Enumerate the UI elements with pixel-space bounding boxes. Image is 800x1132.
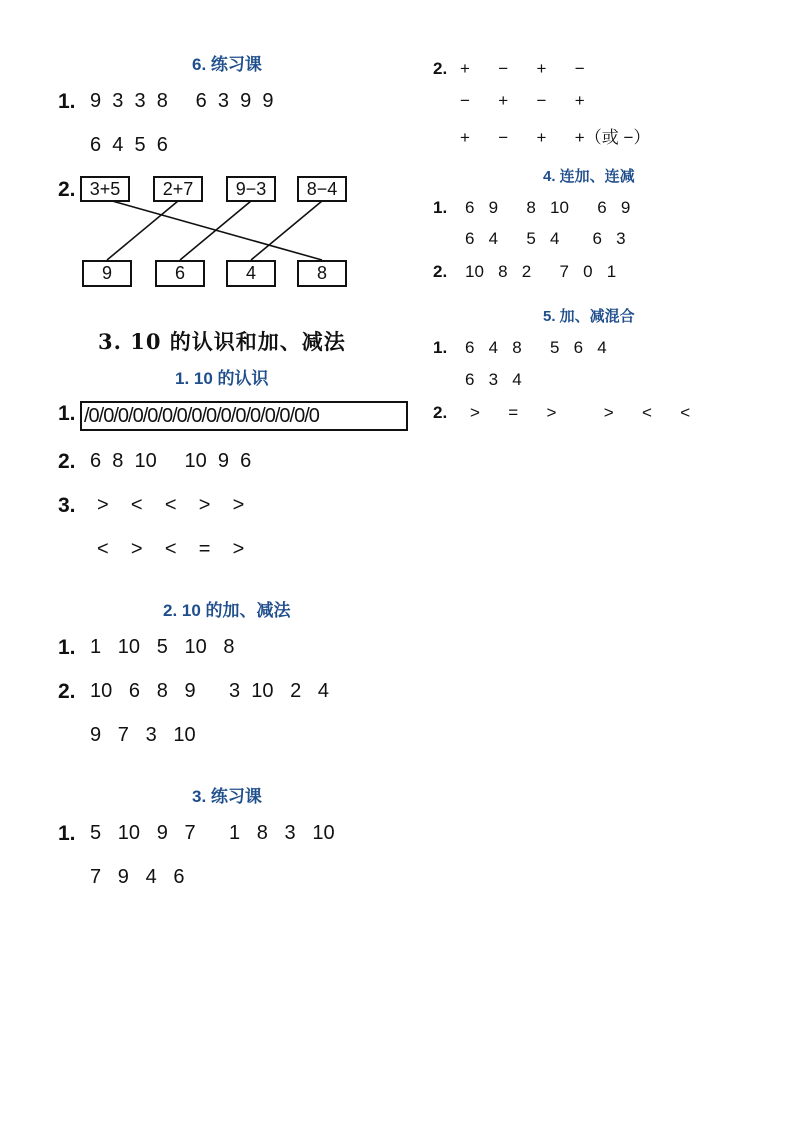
- match-line: [180, 201, 251, 260]
- section-title-consecutive: 4. 连加、连减: [543, 168, 635, 185]
- question-number: 2.: [58, 178, 76, 201]
- question-number: 1.: [58, 822, 76, 845]
- question-number: 1.: [433, 198, 448, 217]
- answer-row: + − + +（或 −）: [460, 128, 651, 147]
- question-number: 1.: [58, 402, 76, 425]
- question-number: 1.: [433, 338, 448, 357]
- answer-row: 7 9 4 6: [90, 866, 185, 888]
- answer-row: 6 9 8 10 6 9: [465, 198, 631, 217]
- question-number: 1.: [58, 636, 76, 659]
- match-line: [251, 201, 322, 260]
- answer-row: 6 8 10 10 9 6: [90, 450, 252, 472]
- section-title-3-practice: 3. 练习课: [192, 787, 262, 806]
- answer-box: 6: [155, 260, 205, 287]
- section-title-add-subtract-10: 2. 10 的加、减法: [163, 601, 291, 620]
- chapter-title: 3. 10 的认识和加、减法: [98, 329, 346, 354]
- question-number: 2.: [58, 680, 76, 703]
- question-number: 2.: [433, 262, 448, 281]
- question-number: 2.: [433, 403, 448, 422]
- section-title-recognize-10: 1. 10 的认识: [175, 369, 269, 388]
- answer-box: 8: [297, 260, 347, 287]
- answer-row: − + − +: [460, 91, 585, 110]
- expression-box: 9−3: [226, 176, 276, 202]
- expression-box: 8−4: [297, 176, 347, 202]
- answer-row: 5 10 9 7 1 8 3 10: [90, 822, 335, 844]
- answer-row: 9 3 3 8 6 3 9 9: [90, 90, 274, 112]
- question-number: 3.: [58, 494, 76, 517]
- expression-box: 2+7: [153, 176, 203, 202]
- answer-row: > = > > < <: [470, 403, 691, 422]
- expression-box: 3+5: [80, 176, 130, 202]
- answer-row: 6 3 4: [465, 370, 522, 389]
- match-line: [105, 199, 322, 260]
- section-title-mixed: 5. 加、减混合: [543, 308, 635, 325]
- answer-row: 6 4 5 6: [90, 134, 168, 156]
- answer-box: 4: [226, 260, 276, 287]
- answer-row: 10 6 8 9 3 10 2 4: [90, 680, 330, 702]
- answer-row: > < < > >: [97, 494, 245, 516]
- answer-row: 6 4 8 5 6 4: [465, 338, 607, 357]
- answer-row: 1 10 5 10 8: [90, 636, 235, 658]
- answer-row: 9 7 3 10: [90, 724, 196, 746]
- answer-row: 10 8 2 7 0 1: [465, 262, 617, 281]
- answer-row: 6 4 5 4 6 3: [465, 229, 626, 248]
- question-number: 2.: [433, 59, 448, 78]
- section-title-6-practice: 6. 练习课: [192, 55, 262, 74]
- question-number: 2.: [58, 450, 76, 473]
- tally-strip: /0/0/0/0/0/0/0/0/0/0/0/0/0/0/0/0: [80, 401, 408, 431]
- answer-row: < > < = >: [97, 538, 245, 560]
- answer-box: 9: [82, 260, 132, 287]
- question-number: 1.: [58, 90, 76, 113]
- matching-lines: [0, 0, 800, 300]
- answer-row: + − + −: [460, 59, 585, 78]
